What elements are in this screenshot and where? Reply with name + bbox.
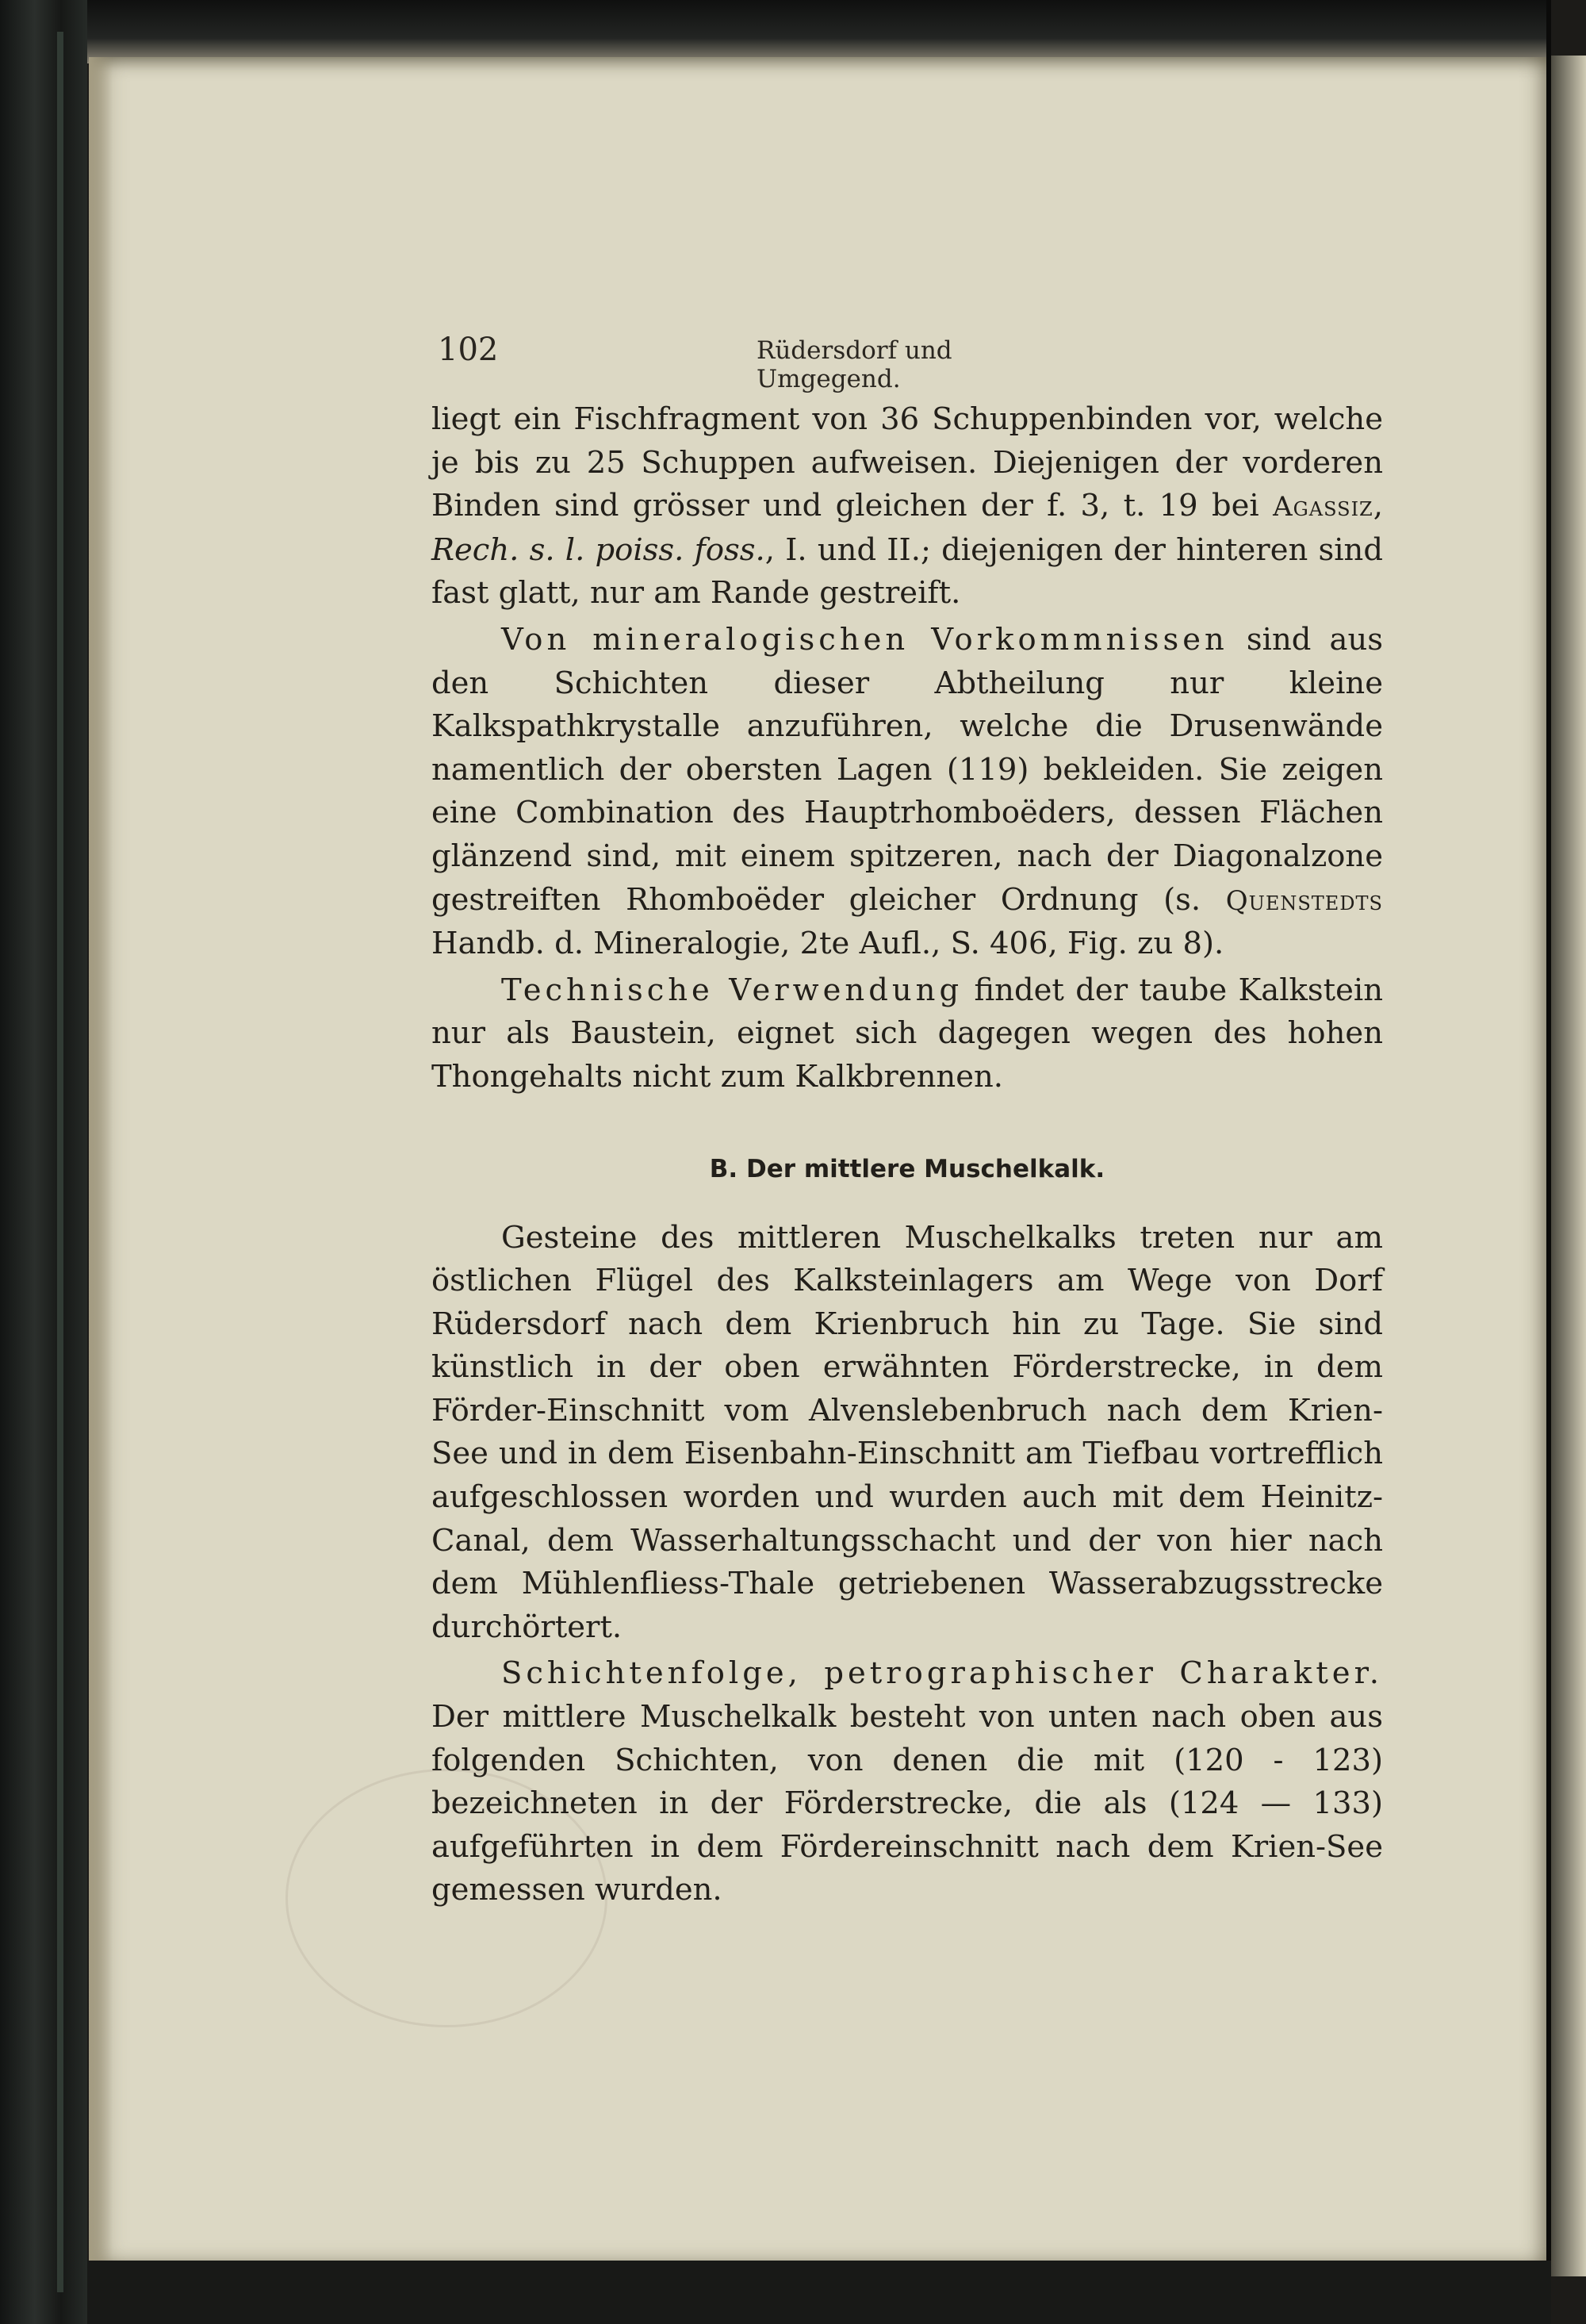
- spine-stripe: [57, 32, 63, 2292]
- text-run: Der mittlere Muschelkalk besteht von unten nach oben aus folgenden Schichten, von denen die mit (120 - 123) bezeichneten in der Förderstrecke, die als (124 — 133) aufgeführten in dem Fördereinschnitt nach dem Krien-See gemessen wurden.: [431, 1699, 1383, 1908]
- text-run: findet der taube Kalkstein nur als Baustein, eignet sich dagegen wegen des hohen Thongehalts nicht zum Kalkbrennen.: [431, 972, 1384, 1095]
- section-heading: B. Der mittlere Muschelkalk.: [709, 1154, 1105, 1183]
- body-text: [431, 398, 1383, 1912]
- text-run: Gesteine des mittleren Muschelkalks treten nur am östlichen Flügel des Kalksteinlagers am Wege von Dorf Rüdersdorf nach dem Krienbruch hin zu Tage. Sie sind künstlich in der oben erwähnten Förderstrecke, in dem Förder-Einschnitt vom Alvenslebenbruch nach dem Krien-See und in dem Eisenbahn-Einschnitt am Tiefbau vortrefflich aufgeschlossen worden und wurden auch mit dem Heinitz-Canal, dem Wasserhaltungsschacht und der von hier nach dem Mühlenfliess-Thale getriebenen Wasserabzugsstrecke durchörtert.: [431, 1219, 1383, 1645]
- paragraph-outcrops: [431, 1217, 1383, 1650]
- paragraph-sequence: [431, 1652, 1383, 1912]
- text-run: ,: [1373, 488, 1383, 524]
- author-name: Agassiz: [1273, 491, 1373, 523]
- paragraph-minerals: [431, 619, 1383, 966]
- text-run: , I. und II.; diejenigen der hinteren sind fast glatt, nur am Rande gestreift.: [431, 531, 1383, 612]
- book-spine: [0, 0, 87, 2324]
- bottom-edge: [87, 2261, 1551, 2324]
- running-title: Rüdersdorf und Umgegend.: [757, 336, 952, 393]
- page-edge-shadow: [89, 57, 113, 2261]
- top-binding-edge: [87, 0, 1546, 63]
- spaced-term: Schichtenfolge, petrographischer Charakter.: [501, 1655, 1383, 1692]
- cited-title: Rech. s. l. poiss. foss.: [431, 531, 765, 568]
- text-run: sind aus den Schichten dieser Abtheilung nur kleine Kalkspathkrystalle anzuführen, welche die Drusenwände namentlich der obersten Lagen (119) bekleiden. Sie zeigen eine Combination des Hauptrhomboëders, dessen Flächen glänzend sind, mit einem spitzeren, nach der Diagonalzone gestreiften Rhomboëder gleicher Ordnung (s.: [431, 621, 1384, 918]
- running-head: [438, 332, 1072, 393]
- text-run: Handb. d. Mineralogie, 2te Aufl., S. 406, Fig. zu 8).: [431, 926, 1224, 962]
- spaced-term: Technische Verwendung: [501, 972, 963, 1008]
- page-number: 102: [438, 332, 499, 368]
- paragraph-technical-use: [431, 969, 1383, 1099]
- next-page-sliver: [1551, 56, 1586, 2276]
- author-name: Quenstedts: [1225, 884, 1383, 917]
- text-run: liegt ein Fischfragment von 36 Schuppenbinden vor, welche je bis zu 25 Schuppen aufweisen. Diejenigen der vorderen Binden sind grösser und gleichen der f. 3, t. 19 bei: [431, 401, 1383, 524]
- paragraph-fish-fragment: [431, 398, 1383, 616]
- spaced-term: Von mineralogischen Vorkommnissen: [501, 621, 1228, 658]
